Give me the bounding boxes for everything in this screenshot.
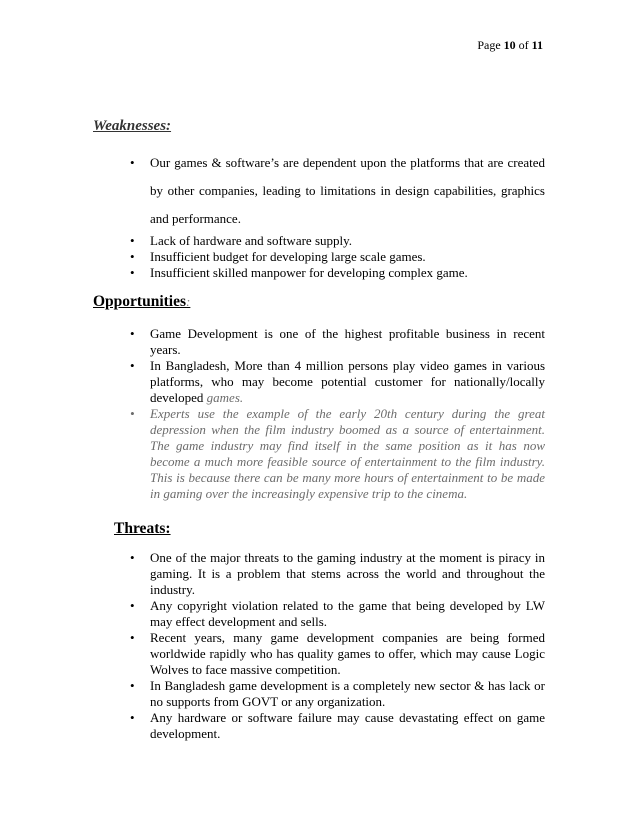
list-item: • Insufficient budget for developing large scale games. xyxy=(130,249,545,265)
list-item-text: In Bangladesh, More than 4 million persons play video games in various platforms, who may become potential customer for nationally/locally developed xyxy=(150,358,545,405)
weaknesses-heading: Weaknesses: xyxy=(93,118,172,134)
list-item: • Any copyright violation related to the game that being developed by LW may effect development and sells. xyxy=(130,598,545,630)
list-item: • One of the major threats to the gaming industry at the moment is piracy in gaming. It is a problem that stems across the world and throughout the industry. xyxy=(130,550,545,598)
list-item: • Any hardware or software failure may cause devastating effect on game development. xyxy=(130,710,545,742)
opportunities-list xyxy=(130,326,545,502)
threats-list xyxy=(130,550,545,742)
list-item: • In Bangladesh game development is a completely new sector & has lack or no supports from GOVT or any organization. xyxy=(130,678,545,710)
weaknesses-list xyxy=(130,149,545,281)
page-number: Page 10 of 11 xyxy=(477,38,543,52)
list-item: • Recent years, many game development companies are being formed worldwide rapidly who has quality games to offer, which may cause Logic Wolves to face massive competition. xyxy=(130,630,545,678)
threats-heading: Threats: xyxy=(114,520,171,537)
opportunities-heading-text: Opportunities xyxy=(93,293,187,310)
list-item: • Insufficient skilled manpower for developing complex game. xyxy=(130,265,545,281)
list-item: • Our games & software’s are dependent upon the platforms that are created by other companies, leading to limitations in design capabilities, graphics and performance. xyxy=(130,149,545,233)
opportunities-heading xyxy=(93,293,190,311)
opportunities-heading-suffix: : xyxy=(186,294,191,309)
list-item: • Experts use the example of the early 20th century during the great depression when the film industry boomed as a source of entertainment. The game industry may find itself in the same position as it has now become a much more feasible source of entertainment to the film industry. This is because there can be many more hours of entertainment to be made in gaming over the increasingly expensive trip to the cinema. xyxy=(130,406,545,502)
list-item: • Lack of hardware and software supply. xyxy=(130,233,545,249)
list-item xyxy=(130,358,545,406)
list-item-tail: games. xyxy=(206,390,244,405)
list-item: • Game Development is one of the highest profitable business in recent years. xyxy=(130,326,545,358)
